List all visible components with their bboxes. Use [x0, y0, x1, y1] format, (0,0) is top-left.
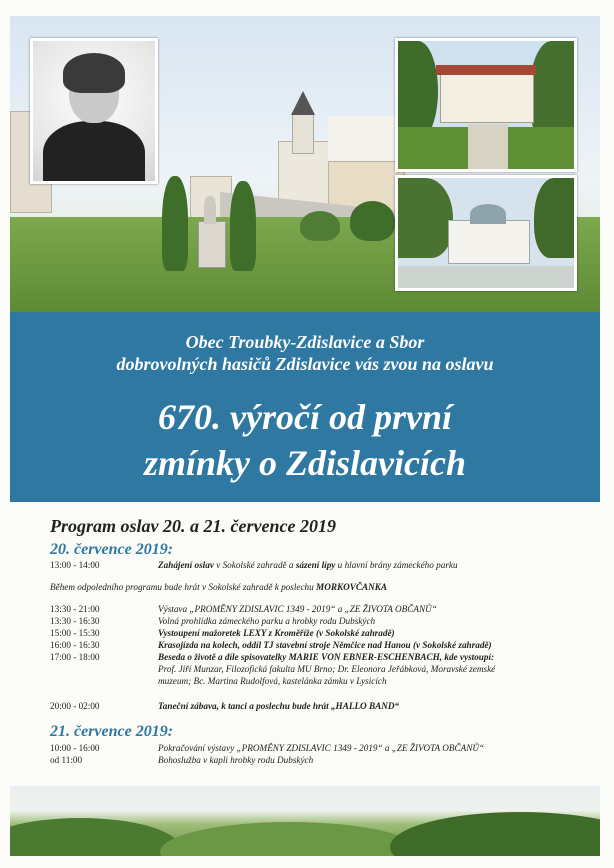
schedule-text: Krasojízda na kolech, oddíl TJ stavební stroje Němčice nad Hanou (v Sokolské zahradě): [158, 640, 492, 650]
bush: [350, 201, 395, 241]
chapel-dome: [470, 204, 506, 224]
chapel-photo: [395, 175, 577, 291]
tree-line: [10, 818, 180, 856]
chapel-building: [448, 220, 530, 264]
bush: [300, 211, 340, 241]
castle-photo: [395, 38, 577, 172]
schedule-text: Taneční zábava, k tanci a poslechu bude hrát „HALLO BAND“: [158, 701, 400, 711]
church-spire: [291, 91, 315, 115]
schedule-text: Vystoupení mažoretek LEXY z Kroměříže (v Sokolské zahradě): [158, 628, 395, 638]
portrait-hair: [63, 53, 125, 93]
speakers-text: Prof. Jiří Munzar, Filozofická fakulta MU Brno; Dr. Eleonora Jeřábková, Moravské zemské: [158, 664, 496, 674]
schedule-text: Beseda o životě a díle spisovatelky MARIE VON EBNER-ESCHENBACH, kde vystoupí:: [158, 652, 495, 662]
banner-title-line-1: 670. výročí od první: [158, 397, 452, 437]
day1-heading: 20. července 2019:: [50, 541, 174, 558]
cypress-tree: [230, 181, 256, 271]
schedule-text: Volná prohlídka zámeckého parku a hrobky rodu Dubských: [158, 616, 376, 626]
schedule-time: od 11:00: [50, 755, 83, 765]
schedule-text: Výstava „PROMĚNY ZDISLAVIC 1349 - 2019“ a „ZE ŽIVOTA OBČANŮ“: [158, 604, 437, 614]
schedule-text: Zahájení oslav v Sokolské zahradě a sázení lípy u hlavní brány zámeckého parku: [158, 560, 458, 570]
schedule-time: 20:00 - 02:00: [50, 701, 100, 711]
banner-line-2: dobrovolných hasičů Zdislavice vás zvou na oslavu: [116, 354, 494, 374]
portrait-photo: [30, 38, 158, 184]
statue: [204, 196, 216, 224]
schedule-time: 10:00 - 16:00: [50, 743, 100, 753]
music-note: Během odpoledního programu bude hrát v Sokolské zahradě k poslechu MORKOVČANKA: [50, 582, 388, 592]
program-title: Program oslav 20. a 21. července 2019: [50, 516, 336, 536]
schedule-time: 16:00 - 16:30: [50, 640, 100, 650]
cypress-tree: [162, 176, 188, 271]
portrait-caption: Marie von Ebner-Eschenbach: [43, 172, 145, 182]
day2-heading: 21. července 2019:: [50, 723, 174, 740]
castle-building: [440, 73, 534, 123]
tree-line: [390, 812, 600, 856]
banner-title-line-2: zmínky o Zdislavicích: [144, 443, 466, 483]
banner-line-1: Obec Troubky-Zdislavice a Sbor: [185, 332, 425, 352]
chapel-ground: [398, 266, 574, 288]
schedule-text: Pokračování výstavy „PROMĚNY ZDISLAVIC 1349 - 2019“ a „ZE ŽIVOTA OBČANŮ“: [158, 743, 485, 753]
schedule-time: 13:00 - 14:00: [50, 560, 100, 570]
schedule-time: 15:00 - 15:30: [50, 628, 100, 638]
statue-pedestal: [198, 221, 226, 268]
castle-path: [468, 124, 508, 169]
landscape-photo: [10, 786, 600, 856]
schedule-time: 13:30 - 16:30: [50, 616, 100, 626]
church-tower: [292, 112, 314, 154]
schedule-text: Bohoslužba v kapli hrobky rodu Dubských: [158, 755, 314, 765]
castle-roof: [436, 65, 536, 75]
invitation-banner: [10, 312, 600, 502]
church-roof: [328, 116, 398, 166]
schedule-time: 17:00 - 18:00: [50, 652, 100, 662]
speakers-text: muzeum; Bc. Martina Rudolfová, kastelánka zámku v Lysicích: [158, 676, 387, 686]
field: [160, 822, 420, 856]
schedule-time: 13:30 - 21:00: [50, 604, 100, 614]
